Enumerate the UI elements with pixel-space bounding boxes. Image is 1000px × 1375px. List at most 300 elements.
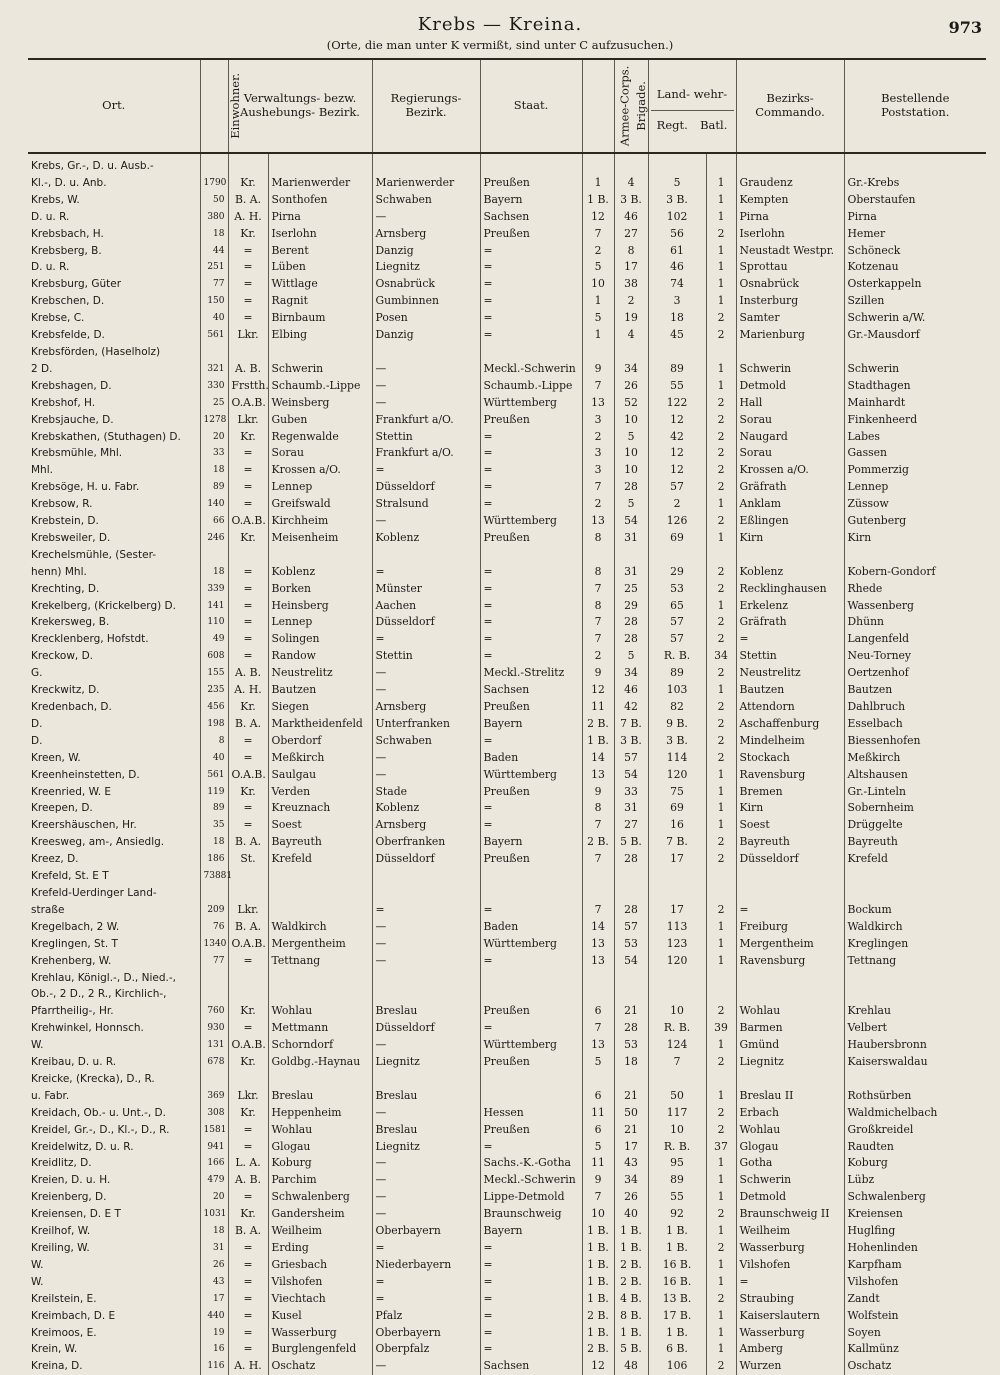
table-row bbox=[28, 1122, 986, 1139]
cell-ort: Krebsweiler, D. bbox=[31, 531, 111, 544]
cell-regt: 113 bbox=[648, 919, 706, 936]
cell-regt: 92 bbox=[648, 1206, 706, 1223]
cell-ort: Krecklenberg, Hofstdt. bbox=[31, 633, 149, 646]
cell-batl: 1 bbox=[706, 800, 736, 817]
cell-batl: 2 bbox=[706, 716, 736, 733]
cell-ort: Kreepen, D. bbox=[31, 802, 93, 815]
col-armee-corps: Armee-Corps. bbox=[582, 59, 614, 153]
cell-brigade: 54 bbox=[614, 767, 648, 784]
cell-staat: Schaumb.-Lippe bbox=[480, 378, 582, 395]
cell-verwaltung: Greifswald bbox=[268, 496, 372, 513]
cell-ort: straße bbox=[31, 903, 65, 916]
cell-regt: R. B. bbox=[648, 648, 706, 665]
cell-ort: Pfarrtheilig-, Hr. bbox=[31, 1005, 114, 1018]
cell-verwaltung: Birnbaum bbox=[268, 310, 372, 327]
cell-batl: 2 bbox=[706, 310, 736, 327]
cell-einwohner: 26 bbox=[200, 1257, 228, 1274]
cell-bezirk-type: = bbox=[228, 1020, 268, 1037]
cell-verwaltung: Sorau bbox=[268, 445, 372, 462]
table-row bbox=[28, 513, 986, 530]
cell-bezirk-type: Kr. bbox=[228, 530, 268, 547]
cell-ort: Krehwinkel, Honnsch. bbox=[31, 1022, 144, 1035]
cell-verwaltung: Heinsberg bbox=[268, 598, 372, 615]
table-row bbox=[28, 834, 986, 851]
table-row bbox=[28, 598, 986, 615]
table-row bbox=[28, 445, 986, 462]
cell-staat: Sachsen bbox=[480, 1358, 582, 1375]
cell-verwaltung: Bautzen bbox=[268, 682, 372, 699]
cell-batl: 1 bbox=[706, 1172, 736, 1189]
cell-regt: 123 bbox=[648, 936, 706, 953]
cell-post: Großkreidel bbox=[844, 1122, 986, 1139]
cell-batl: 1 bbox=[706, 530, 736, 547]
col-regierung: Regierungs- Bezirk. bbox=[372, 59, 480, 153]
cell-bezirk-type: A. H. bbox=[228, 682, 268, 699]
table-row bbox=[28, 1325, 986, 1342]
cell-regt: 1 B. bbox=[648, 1223, 706, 1240]
cell-armee: 7 bbox=[582, 614, 614, 631]
cell-bezirks: Recklinghausen bbox=[736, 581, 844, 598]
cell-staat bbox=[480, 885, 582, 902]
cell-staat: = bbox=[480, 429, 582, 446]
cell-einwohner: 20 bbox=[200, 1189, 228, 1206]
cell-armee: 1 B. bbox=[582, 1223, 614, 1240]
cell-brigade: 21 bbox=[614, 1003, 648, 1020]
cell-post: Karpfham bbox=[844, 1257, 986, 1274]
cell-staat: Preußen bbox=[480, 175, 582, 192]
cell-brigade: 38 bbox=[614, 276, 648, 293]
cell-bezirks bbox=[736, 868, 844, 885]
cell-armee: 12 bbox=[582, 209, 614, 226]
cell-brigade: 1 B. bbox=[614, 1325, 648, 1342]
cell-staat: Baden bbox=[480, 919, 582, 936]
cell-einwohner: 561 bbox=[200, 767, 228, 784]
cell-brigade: 34 bbox=[614, 361, 648, 378]
cell-staat: Württemberg bbox=[480, 513, 582, 530]
cell-regierung: Breslau bbox=[372, 1122, 480, 1139]
cell-einwohner: 198 bbox=[200, 716, 228, 733]
table-row bbox=[28, 1003, 986, 1020]
cell-einwohner: 16 bbox=[200, 1341, 228, 1358]
page-subtitle: (Orte, die man unter K vermißt, sind unter C aufzusuchen.) bbox=[326, 38, 674, 52]
cell-staat: = bbox=[480, 953, 582, 970]
cell-ort: Kreckwitz, D. bbox=[31, 684, 100, 697]
cell-post: Gr.-Mausdorf bbox=[844, 327, 986, 344]
cell-ort: Krebsbach, H. bbox=[31, 227, 104, 240]
table-row bbox=[28, 496, 986, 513]
cell-bezirks bbox=[736, 547, 844, 564]
cell-post: Bockum bbox=[844, 902, 986, 919]
cell-verwaltung: Waldkirch bbox=[268, 919, 372, 936]
cell-bezirks: Samter bbox=[736, 310, 844, 327]
cell-post: Schwalenberg bbox=[844, 1189, 986, 1206]
cell-batl: 34 bbox=[706, 648, 736, 665]
cell-staat: Preußen bbox=[480, 784, 582, 801]
cell-bezirks: Neustadt Westpr. bbox=[736, 243, 844, 260]
cell-regierung: Stade bbox=[372, 784, 480, 801]
cell-bezirks: Naugard bbox=[736, 429, 844, 446]
table-row bbox=[28, 1071, 986, 1088]
table-row bbox=[28, 1020, 986, 1037]
cell-regt: 95 bbox=[648, 1155, 706, 1172]
cell-bezirk-type: Kr. bbox=[228, 1003, 268, 1020]
cell-brigade: 4 bbox=[614, 327, 648, 344]
cell-ort: Krein, W. bbox=[31, 1343, 78, 1356]
cell-armee: 14 bbox=[582, 750, 614, 767]
cell-armee: 2 bbox=[582, 429, 614, 446]
cell-armee: 7 bbox=[582, 1189, 614, 1206]
cell-brigade: 1 B. bbox=[614, 1223, 648, 1240]
cell-batl: 1 bbox=[706, 378, 736, 395]
cell-ort: Kreenried, W. E bbox=[31, 785, 112, 798]
cell-batl: 1 bbox=[706, 767, 736, 784]
cell-bezirks: Insterburg bbox=[736, 293, 844, 310]
cell-einwohner: 930 bbox=[200, 1020, 228, 1037]
table-row bbox=[28, 530, 986, 547]
cell-bezirk-type: = bbox=[228, 733, 268, 750]
cell-einwohner: 678 bbox=[200, 1054, 228, 1071]
cell-verwaltung: Krefeld bbox=[268, 851, 372, 868]
cell-regierung bbox=[372, 1071, 480, 1088]
cell-bezirks: Weilheim bbox=[736, 1223, 844, 1240]
cell-regierung bbox=[372, 344, 480, 361]
cell-staat: Württemberg bbox=[480, 395, 582, 412]
cell-brigade: 48 bbox=[614, 1358, 648, 1375]
cell-ort: G. bbox=[31, 667, 43, 680]
cell-regt: 7 bbox=[648, 1054, 706, 1071]
cell-verwaltung: Meisenheim bbox=[268, 530, 372, 547]
cell-ort: Krebshof, H. bbox=[31, 396, 96, 409]
cell-regierung: — bbox=[372, 953, 480, 970]
cell-verwaltung: Tettnang bbox=[268, 953, 372, 970]
cell-bezirks: Glogau bbox=[736, 1139, 844, 1156]
cell-verwaltung: Lennep bbox=[268, 614, 372, 631]
cell-armee: 7 bbox=[582, 581, 614, 598]
cell-regierung: — bbox=[372, 395, 480, 412]
cell-regierung: — bbox=[372, 682, 480, 699]
cell-einwohner: 77 bbox=[200, 276, 228, 293]
cell-armee: 10 bbox=[582, 1206, 614, 1223]
cell-brigade: 5 bbox=[614, 496, 648, 513]
cell-bezirks: Mergentheim bbox=[736, 936, 844, 953]
cell-batl: 2 bbox=[706, 429, 736, 446]
cell-verwaltung: Randow bbox=[268, 648, 372, 665]
cell-armee: 3 bbox=[582, 462, 614, 479]
cell-post: Kobern-Gondorf bbox=[844, 564, 986, 581]
cell-regierung: — bbox=[372, 665, 480, 682]
cell-staat: Baden bbox=[480, 750, 582, 767]
cell-bezirks bbox=[736, 344, 844, 361]
cell-verwaltung: Guben bbox=[268, 412, 372, 429]
table-row bbox=[28, 226, 986, 243]
cell-batl: 1 bbox=[706, 784, 736, 801]
cell-regt: 122 bbox=[648, 395, 706, 412]
cell-batl: 2 bbox=[706, 395, 736, 412]
cell-regierung: Posen bbox=[372, 310, 480, 327]
cell-armee: 2 bbox=[582, 243, 614, 260]
cell-ort: Kreibau, D. u. R. bbox=[31, 1056, 117, 1069]
cell-ort: Kreidach, Ob.- u. Unt.-, D. bbox=[31, 1106, 166, 1119]
cell-einwohner bbox=[200, 1071, 228, 1088]
cell-einwohner: 35 bbox=[200, 817, 228, 834]
cell-bezirk-type: = bbox=[228, 462, 268, 479]
cell-staat bbox=[480, 970, 582, 987]
cell-ort: Krebs, W. bbox=[31, 193, 80, 206]
cell-ort: Kreesweg, am-, Ansiedlg. bbox=[31, 836, 165, 849]
cell-brigade: 17 bbox=[614, 1139, 648, 1156]
cell-regierung: Düsseldorf bbox=[372, 614, 480, 631]
cell-regt: 16 bbox=[648, 817, 706, 834]
cell-staat: = bbox=[480, 1257, 582, 1274]
cell-verwaltung: Saulgau bbox=[268, 767, 372, 784]
cell-verwaltung: Kirchheim bbox=[268, 513, 372, 530]
cell-regt: 117 bbox=[648, 1105, 706, 1122]
cell-brigade bbox=[614, 885, 648, 902]
cell-bezirk-type: = bbox=[228, 631, 268, 648]
cell-batl bbox=[706, 986, 736, 1003]
cell-bezirks: Ravensburg bbox=[736, 953, 844, 970]
cell-bezirks: Düsseldorf bbox=[736, 851, 844, 868]
cell-verwaltung bbox=[268, 986, 372, 1003]
cell-regt bbox=[648, 153, 706, 175]
cell-regierung: Oberbayern bbox=[372, 1223, 480, 1240]
cell-einwohner: 110 bbox=[200, 614, 228, 631]
cell-regierung: Arnsberg bbox=[372, 817, 480, 834]
cell-bezirk-type: = bbox=[228, 614, 268, 631]
cell-post: Lennep bbox=[844, 479, 986, 496]
cell-regierung: Schwaben bbox=[372, 733, 480, 750]
cell-post: Waldmichelbach bbox=[844, 1105, 986, 1122]
cell-ort: Krebsow, R. bbox=[31, 498, 93, 511]
table-row bbox=[28, 1155, 986, 1172]
cell-regierung: Stettin bbox=[372, 429, 480, 446]
cell-bezirks: Bautzen bbox=[736, 682, 844, 699]
cell-armee: 7 bbox=[582, 1020, 614, 1037]
cell-bezirk-type: O.A.B. bbox=[228, 1037, 268, 1054]
cell-ort: Krehenberg, W. bbox=[31, 954, 112, 967]
cell-post: Drüggelte bbox=[844, 817, 986, 834]
cell-batl bbox=[706, 153, 736, 175]
cell-batl bbox=[706, 344, 736, 361]
col-bezirks-commando: Bezirks- Commando. bbox=[736, 59, 844, 153]
cell-brigade: 46 bbox=[614, 682, 648, 699]
cell-verwaltung: Heppenheim bbox=[268, 1105, 372, 1122]
cell-regt: R. B. bbox=[648, 1020, 706, 1037]
cell-ort: Krechting, D. bbox=[31, 582, 100, 595]
col-poststation: Bestellende Poststation. bbox=[844, 59, 986, 153]
cell-brigade: 26 bbox=[614, 1189, 648, 1206]
table-row bbox=[28, 581, 986, 598]
cell-ort: Krebsjauche, D. bbox=[31, 413, 114, 426]
cell-post: Schwerin a/W. bbox=[844, 310, 986, 327]
cell-ort: Kreilhof, W. bbox=[31, 1225, 91, 1238]
cell-regt: 1 B. bbox=[648, 1325, 706, 1342]
cell-batl: 2 bbox=[706, 412, 736, 429]
cell-einwohner bbox=[200, 547, 228, 564]
cell-brigade: 10 bbox=[614, 412, 648, 429]
cell-bezirks: Ravensburg bbox=[736, 767, 844, 784]
cell-regierung: Aachen bbox=[372, 598, 480, 615]
table-row bbox=[28, 462, 986, 479]
cell-verwaltung: Schwerin bbox=[268, 361, 372, 378]
cell-regierung bbox=[372, 547, 480, 564]
cell-einwohner: 49 bbox=[200, 631, 228, 648]
cell-batl bbox=[706, 885, 736, 902]
cell-bezirks bbox=[736, 970, 844, 987]
cell-batl: 2 bbox=[706, 462, 736, 479]
page-number: 973 bbox=[948, 18, 982, 37]
cell-post: Krehlau bbox=[844, 1003, 986, 1020]
cell-regt: 55 bbox=[648, 378, 706, 395]
cell-bezirks: = bbox=[736, 902, 844, 919]
cell-regierung: — bbox=[372, 919, 480, 936]
cell-bezirks: Mindelheim bbox=[736, 733, 844, 750]
cell-ort: Kreimbach, D. E bbox=[31, 1309, 116, 1322]
cell-ort: Kreen, W. bbox=[31, 751, 81, 764]
cell-brigade: 53 bbox=[614, 1037, 648, 1054]
cell-einwohner: 77 bbox=[200, 953, 228, 970]
cell-ort: henn) Mhl. bbox=[31, 565, 87, 578]
cell-post: Gutenberg bbox=[844, 513, 986, 530]
cell-ort: Kreiling, W. bbox=[31, 1242, 90, 1254]
cell-einwohner: 18 bbox=[200, 462, 228, 479]
col-einwohner: Einwohner. bbox=[200, 59, 228, 153]
cell-ort: Kreershäuschen, Hr. bbox=[31, 819, 137, 832]
cell-verwaltung: Wohlau bbox=[268, 1122, 372, 1139]
cell-bezirk-type: St. bbox=[228, 851, 268, 868]
cell-post: Dhünn bbox=[844, 614, 986, 631]
cell-regierung: Gumbinnen bbox=[372, 293, 480, 310]
cell-bezirk-type: Kr. bbox=[228, 784, 268, 801]
cell-bezirk-type bbox=[228, 344, 268, 361]
cell-verwaltung: Soest bbox=[268, 817, 372, 834]
cell-regt: 45 bbox=[648, 327, 706, 344]
table-row bbox=[28, 1088, 986, 1105]
cell-batl: 2 bbox=[706, 1240, 736, 1257]
cell-staat: = bbox=[480, 445, 582, 462]
cell-regierung: Stettin bbox=[372, 648, 480, 665]
cell-regierung: Arnsberg bbox=[372, 226, 480, 243]
cell-bezirks: Pirna bbox=[736, 209, 844, 226]
cell-brigade: 4 B. bbox=[614, 1291, 648, 1308]
cell-verwaltung: Elbing bbox=[268, 327, 372, 344]
cell-bezirk-type bbox=[228, 868, 268, 885]
cell-brigade bbox=[614, 970, 648, 987]
cell-batl: 2 bbox=[706, 479, 736, 496]
cell-brigade: 17 bbox=[614, 259, 648, 276]
cell-batl: 1 bbox=[706, 598, 736, 615]
cell-bezirks: Kirn bbox=[736, 530, 844, 547]
cell-staat bbox=[480, 344, 582, 361]
cell-bezirk-type: = bbox=[228, 750, 268, 767]
cell-bezirk-type bbox=[228, 153, 268, 175]
cell-batl: 2 bbox=[706, 581, 736, 598]
table-row bbox=[28, 817, 986, 834]
cell-brigade: 57 bbox=[614, 750, 648, 767]
cell-batl: 2 bbox=[706, 902, 736, 919]
cell-regt: 13 B. bbox=[648, 1291, 706, 1308]
cell-ort: Kreina, D. bbox=[31, 1360, 83, 1373]
cell-brigade: 31 bbox=[614, 530, 648, 547]
cell-regt bbox=[648, 986, 706, 1003]
cell-bezirks: Gräfrath bbox=[736, 614, 844, 631]
cell-bezirk-type: B. A. bbox=[228, 1223, 268, 1240]
cell-batl: 2 bbox=[706, 1003, 736, 1020]
cell-brigade: 29 bbox=[614, 598, 648, 615]
cell-post: Kallmünz bbox=[844, 1341, 986, 1358]
cell-armee: 14 bbox=[582, 919, 614, 936]
cell-ort: Krefeld, St. E T bbox=[31, 870, 109, 883]
cell-bezirks bbox=[736, 1071, 844, 1088]
cell-einwohner: 380 bbox=[200, 209, 228, 226]
cell-regt: 5 bbox=[648, 175, 706, 192]
cell-regt: 120 bbox=[648, 767, 706, 784]
cell-ort: Kreenheinstetten, D. bbox=[31, 768, 140, 781]
cell-brigade: 27 bbox=[614, 817, 648, 834]
cell-staat: = bbox=[480, 1325, 582, 1342]
cell-post: Wolfstein bbox=[844, 1308, 986, 1325]
cell-post: Soyen bbox=[844, 1325, 986, 1342]
cell-staat: Preußen bbox=[480, 412, 582, 429]
cell-verwaltung: Burglengenfeld bbox=[268, 1341, 372, 1358]
table-body bbox=[28, 153, 986, 1375]
cell-brigade: 33 bbox=[614, 784, 648, 801]
cell-regt: 9 B. bbox=[648, 716, 706, 733]
cell-regt: 46 bbox=[648, 259, 706, 276]
cell-armee bbox=[582, 344, 614, 361]
table-row bbox=[28, 1240, 986, 1257]
cell-verwaltung: Wasserburg bbox=[268, 1325, 372, 1342]
cell-ort: Krebsöge, H. u. Fabr. bbox=[31, 481, 140, 494]
cell-bezirks: Stettin bbox=[736, 648, 844, 665]
cell-einwohner: 18 bbox=[200, 226, 228, 243]
cell-einwohner: 50 bbox=[200, 192, 228, 209]
cell-post: Dahlbruch bbox=[844, 699, 986, 716]
cell-brigade: 28 bbox=[614, 1020, 648, 1037]
cell-brigade: 26 bbox=[614, 378, 648, 395]
cell-bezirk-type: O.A.B. bbox=[228, 767, 268, 784]
cell-einwohner: 8 bbox=[200, 733, 228, 750]
cell-einwohner: 140 bbox=[200, 496, 228, 513]
cell-ort: Krebshagen, D. bbox=[31, 379, 112, 392]
cell-einwohner: 18 bbox=[200, 1223, 228, 1240]
cell-regt: 53 bbox=[648, 581, 706, 598]
cell-bezirk-type: Kr. bbox=[228, 699, 268, 716]
cell-regt: 103 bbox=[648, 682, 706, 699]
cell-staat: = bbox=[480, 1341, 582, 1358]
cell-bezirk-type: Kr. bbox=[228, 1105, 268, 1122]
cell-post: Koburg bbox=[844, 1155, 986, 1172]
cell-bezirks: Attendorn bbox=[736, 699, 844, 716]
cell-verwaltung: Solingen bbox=[268, 631, 372, 648]
cell-staat: Württemberg bbox=[480, 767, 582, 784]
cell-post: Krefeld bbox=[844, 851, 986, 868]
cell-post: Bayreuth bbox=[844, 834, 986, 851]
cell-bezirks: = bbox=[736, 631, 844, 648]
cell-ort: Krefeld-Uerdinger Land- bbox=[31, 886, 157, 899]
cell-armee: 2 bbox=[582, 648, 614, 665]
cell-bezirks: Eßlingen bbox=[736, 513, 844, 530]
table-row bbox=[28, 395, 986, 412]
cell-verwaltung: Glogau bbox=[268, 1139, 372, 1156]
cell-regierung: Osnabrück bbox=[372, 276, 480, 293]
cell-post: Finkenheerd bbox=[844, 412, 986, 429]
cell-post: Tettnang bbox=[844, 953, 986, 970]
cell-batl: 2 bbox=[706, 513, 736, 530]
cell-bezirks: Erbach bbox=[736, 1105, 844, 1122]
cell-staat bbox=[480, 868, 582, 885]
cell-einwohner: 150 bbox=[200, 293, 228, 310]
